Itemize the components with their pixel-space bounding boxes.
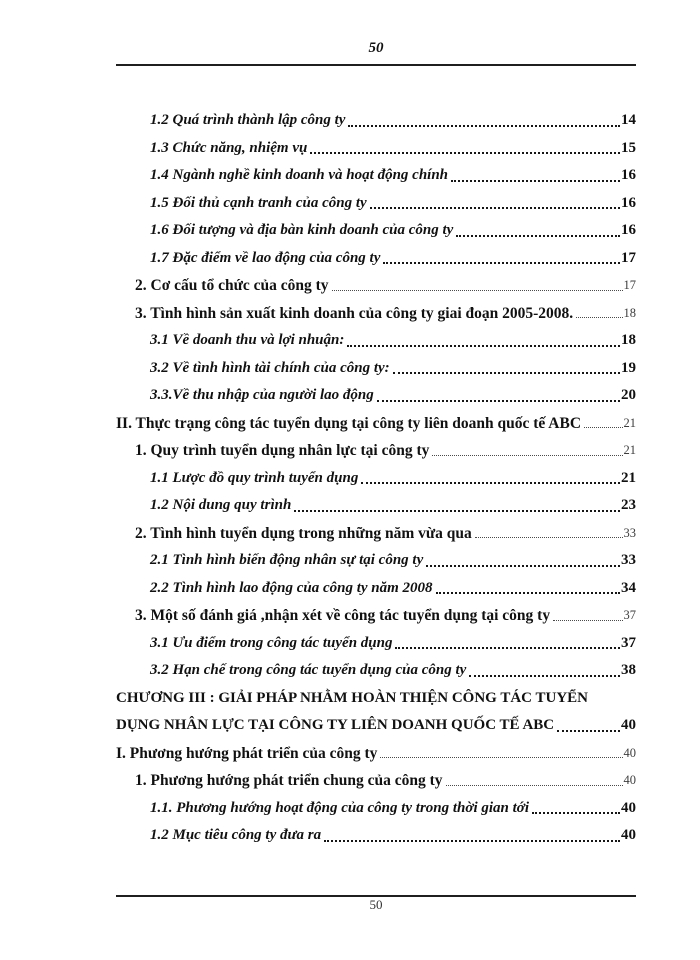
toc-entry-label: 1.5 Đối thủ cạnh tranh của công ty (150, 194, 367, 211)
toc-entry-label: DỤNG NHÂN LỰC TẠI CÔNG TY LIÊN DOANH QUỐC TẾ ABC (116, 717, 555, 733)
toc-entry (116, 685, 636, 713)
toc-entry (116, 382, 636, 410)
toc-entry (116, 355, 636, 383)
toc-entry (116, 657, 636, 685)
toc-entry-page: 16 (621, 194, 636, 211)
dot-leader (553, 602, 622, 621)
toc-entry-label: 1.2 Nội dung quy trình (150, 497, 292, 513)
toc-entry (116, 245, 636, 273)
dot-leader (584, 410, 622, 429)
toc-entry-label: 3.1 Về doanh thu và lợi nhuận: (150, 332, 345, 348)
toc-entry-label: 2. Cơ cấu tổ chức của công ty (135, 277, 329, 294)
dot-leader (475, 520, 623, 539)
dot-leader (393, 355, 620, 375)
toc-entry-label: 3.2 Về tình hình tài chính của công ty: (150, 359, 390, 376)
toc-entry-label: 3. Tình hình sản xuất kinh doanh của công ty giai đoạn 2005-2008. (135, 304, 574, 322)
dot-leader (380, 740, 622, 759)
dot-leader (469, 657, 620, 677)
toc-entry (116, 492, 636, 520)
dot-leader (383, 245, 620, 265)
dot-leader (436, 575, 620, 595)
dot-leader (361, 465, 620, 485)
toc-entry (116, 190, 636, 218)
dot-leader (377, 382, 620, 402)
toc-entry-page: 15 (621, 139, 636, 156)
toc-entry (116, 767, 636, 795)
toc-entry-page: 34 (621, 579, 636, 596)
toc-entry-page: 21 (623, 443, 636, 457)
toc-entry-page: 40 (623, 745, 636, 760)
toc-entry (116, 520, 636, 548)
toc-entry (116, 630, 636, 658)
toc-entry-page: 37 (623, 608, 636, 622)
toc-entry-label: 1.2 Quá trình thành lập công ty (150, 112, 346, 128)
toc-entry (116, 740, 636, 768)
toc-entry (116, 712, 636, 740)
dot-leader (446, 767, 623, 786)
toc-entry-page: 33 (621, 552, 636, 568)
toc-entry (116, 795, 636, 823)
dot-leader (456, 217, 620, 237)
toc-entry-label: 1.4 Ngành nghề kinh doanh và hoạt động chính (150, 167, 449, 183)
toc-entry (116, 547, 636, 575)
dot-leader (347, 327, 620, 347)
toc-entry-page: 21 (623, 415, 636, 430)
toc-entry-label: 1.6 Đối tượng và địa bàn kinh doanh của công ty (150, 222, 454, 238)
toc-entry-page: 33 (623, 525, 636, 540)
toc-entry-label: 3.2 Hạn chế trong công tác tuyển dụng của công ty (150, 662, 467, 678)
toc-entry-page: 18 (623, 305, 636, 320)
toc-entry-page: 14 (621, 112, 636, 128)
toc-entry-page: 40 (621, 799, 636, 816)
toc-entry-page: 23 (621, 497, 636, 513)
dot-leader (451, 162, 620, 182)
toc-entry-label: CHƯƠNG III : GIẢI PHÁP NHẰM HOÀN THIỆN CÔNG TÁC TUYỂN (116, 689, 588, 706)
footer-page-number: 50 (369, 897, 383, 912)
toc-entry (116, 327, 636, 355)
toc-entry-label: 1.7 Đặc điểm về lao động của công ty (150, 249, 381, 266)
dot-leader (576, 300, 622, 319)
toc-entry-label: I. Phương hướng phát triển của công ty (116, 744, 378, 762)
dot-leader (532, 795, 620, 815)
toc-entry-label: 2.2 Tình hình lao động của công ty năm 2008 (150, 579, 433, 596)
toc-list (116, 107, 636, 850)
toc-entry-page: 40 (621, 827, 636, 843)
dot-leader (332, 272, 623, 291)
toc-entry-page: 21 (621, 469, 636, 486)
dot-leader (557, 712, 620, 732)
toc-entry-label: 1.1 Lược đồ quy trình tuyển dụng (150, 469, 359, 486)
toc-entry-page: 18 (621, 332, 636, 348)
toc-entry-page: 16 (621, 222, 636, 238)
toc-entry-label: 3.1 Ưu điểm trong công tác tuyển dụng (150, 634, 393, 651)
dot-leader (426, 547, 620, 567)
toc-entry-label: 1.2 Mục tiêu công ty đưa ra (150, 827, 322, 843)
toc-entry-label: 1.1. Phương hướng hoạt động của công ty trong thời gian tới (150, 799, 529, 816)
toc-entry (116, 437, 636, 465)
toc-entry-page: 40 (621, 717, 636, 733)
toc-entry-label: 1. Quy trình tuyển dụng nhân lực tại công ty (135, 442, 430, 459)
toc-entry (116, 107, 636, 135)
toc-entry-label: 2.1 Tình hình biến động nhân sự tại công ty (150, 552, 424, 568)
toc-entry (116, 602, 636, 630)
dot-leader (324, 822, 620, 842)
dot-leader (432, 437, 622, 456)
toc-entry (116, 300, 636, 328)
toc-entry (116, 575, 636, 603)
toc-entry-page: 17 (623, 278, 636, 292)
toc-entry-page: 40 (623, 773, 636, 787)
dot-leader (395, 630, 620, 650)
toc-entry (116, 135, 636, 163)
toc-entry (116, 822, 636, 850)
toc-entry (116, 162, 636, 190)
toc-entry (116, 410, 636, 438)
toc-entry-page: 37 (621, 634, 636, 651)
toc-entry (116, 272, 636, 300)
toc-entry-page: 16 (621, 167, 636, 183)
toc-entry-label: 3.3.Về thu nhập của người lao động (150, 387, 374, 403)
dot-leader (294, 492, 620, 512)
toc-entry-label: 3. Một số đánh giá ,nhận xét về công tác tuyển dụng tại công ty (135, 607, 551, 624)
toc-entry (116, 465, 636, 493)
header-page-number: 50 (368, 40, 384, 56)
toc-entry (116, 217, 636, 245)
toc-entry-page: 20 (621, 387, 636, 403)
toc-entry-label: 1.3 Chức năng, nhiệm vụ (150, 139, 308, 156)
toc-entry-page: 38 (621, 662, 636, 678)
toc-entry-label: 2. Tình hình tuyển dụng trong những năm vừa qua (135, 524, 472, 542)
dot-leader (370, 190, 620, 210)
dot-leader (310, 135, 620, 155)
dot-leader (348, 107, 620, 127)
toc-entry-page: 19 (621, 359, 636, 376)
toc-entry-page: 17 (621, 249, 636, 266)
toc-entry-label: 1. Phương hướng phát triển chung của công ty (135, 772, 443, 789)
header-rule (116, 64, 636, 66)
toc-entry-label: II. Thực trạng công tác tuyển dụng tại công ty liên doanh quốc tế ABC (116, 414, 582, 432)
